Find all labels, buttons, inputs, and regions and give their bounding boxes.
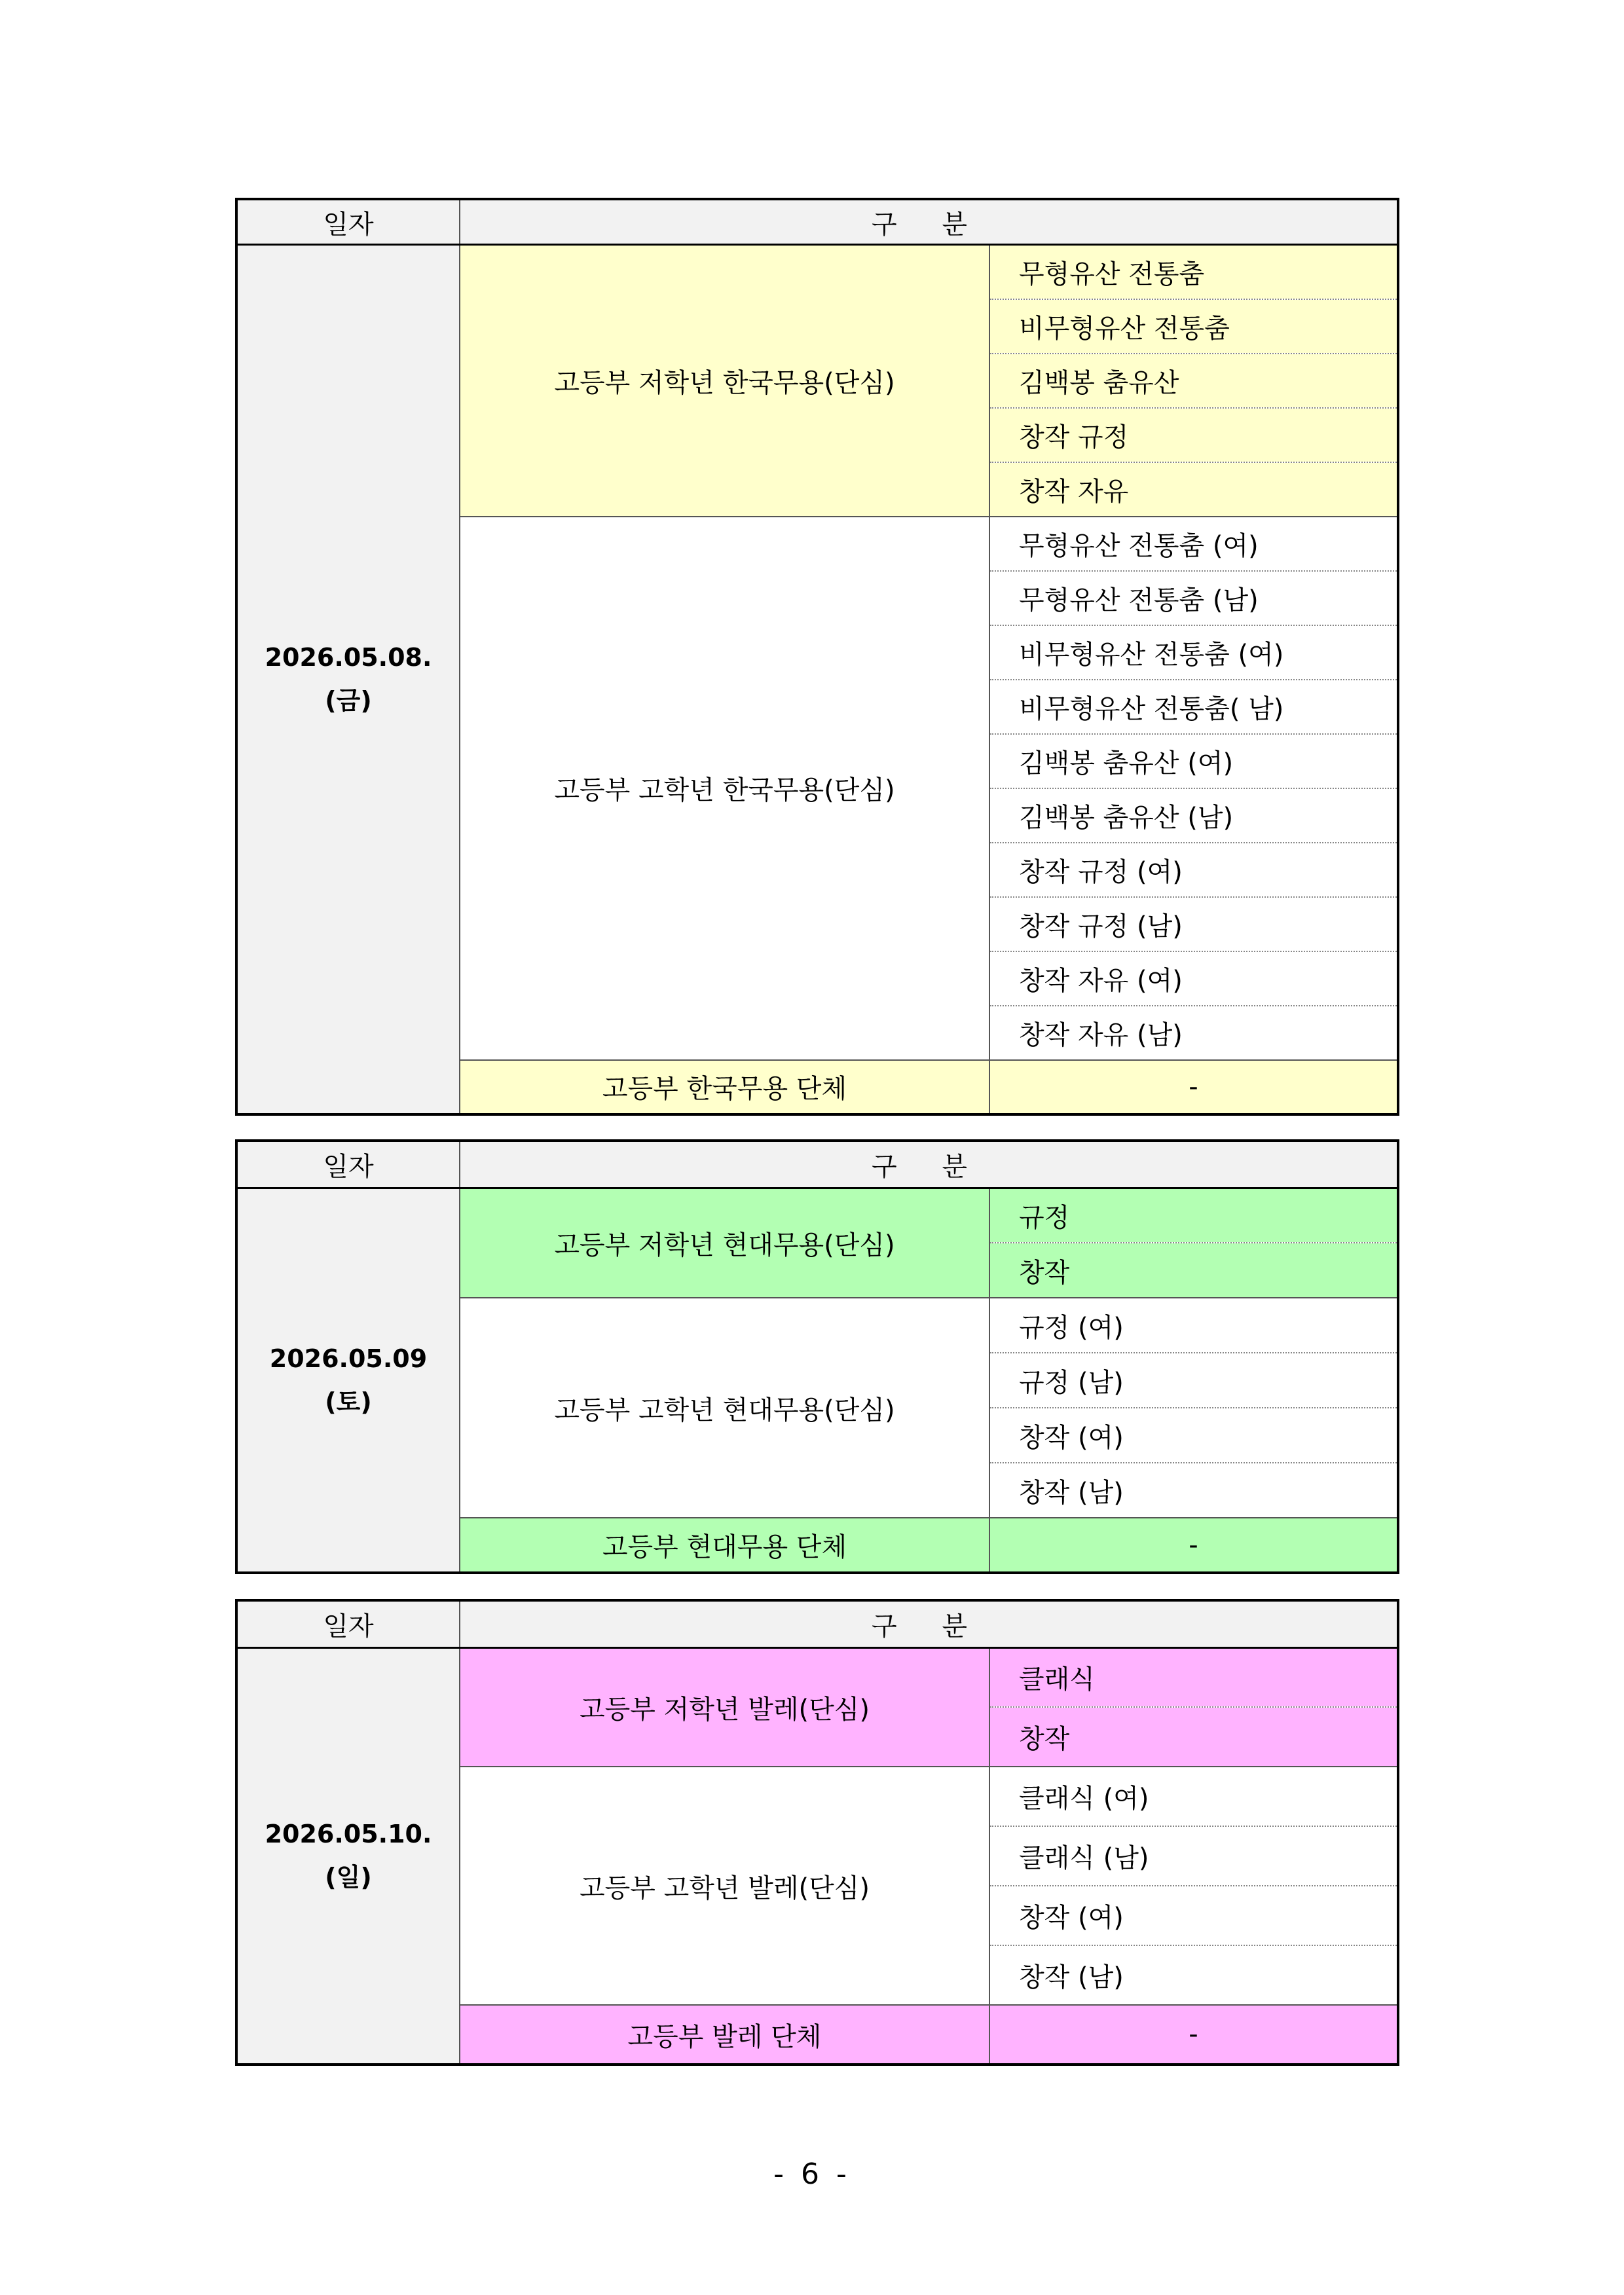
category-header: 구 분 bbox=[460, 1141, 1398, 1188]
weekday-text: (금) bbox=[325, 686, 372, 716]
date-text: 2026.05.09 bbox=[269, 1344, 428, 1373]
group-total-title: 고등부 현대무용 단체 bbox=[460, 1518, 989, 1573]
page-number: - 6 - bbox=[773, 2157, 851, 2191]
event-item: 창작 (여) bbox=[989, 1408, 1398, 1463]
category-title: 고등부 저학년 현대무용(단심) bbox=[554, 1230, 895, 1260]
event-item: 창작 (남) bbox=[989, 1945, 1398, 2005]
event-item: 창작 (여) bbox=[989, 1886, 1398, 1945]
event-item: 클래식 (여) bbox=[989, 1767, 1398, 1826]
category-header: 구 분 bbox=[460, 199, 1398, 245]
event-item: 비무형유산 전통춤( 남) bbox=[989, 680, 1398, 734]
event-item: 비무형유산 전통춤 bbox=[989, 299, 1398, 354]
event-item: 창작 자유 (남) bbox=[989, 1006, 1398, 1060]
event-item: 창작 (남) bbox=[989, 1463, 1398, 1518]
event-item: 창작 규정 bbox=[989, 408, 1398, 462]
category-cell bbox=[460, 1188, 989, 1298]
event-item: 규정 (여) bbox=[989, 1298, 1398, 1353]
category-cell bbox=[460, 1647, 989, 1767]
category-cell bbox=[460, 1298, 989, 1518]
event-item: 창작 bbox=[989, 1243, 1398, 1298]
category-header: 구 분 bbox=[460, 1600, 1398, 1647]
date-cell bbox=[236, 1647, 460, 2065]
category-title: 고등부 고학년 발레(단심) bbox=[579, 1873, 870, 1903]
group-total-value: - bbox=[989, 1060, 1398, 1114]
event-item: 클래식 (남) bbox=[989, 1826, 1398, 1886]
category-title: 고등부 저학년 한국무용(단심) bbox=[554, 367, 895, 398]
date-header: 일자 bbox=[236, 1141, 460, 1188]
category-cell bbox=[460, 245, 989, 517]
event-item: 규정 (남) bbox=[989, 1353, 1398, 1408]
group-total-title: 고등부 발레 단체 bbox=[460, 2005, 989, 2065]
weekday-text: (토) bbox=[325, 1387, 372, 1416]
event-item: 김백봉 춤유산 (남) bbox=[989, 788, 1398, 843]
date-text: 2026.05.08. bbox=[265, 643, 432, 672]
event-item: 무형유산 전통춤 bbox=[989, 245, 1398, 299]
event-item: 창작 규정 (남) bbox=[989, 897, 1398, 951]
schedule-table-korean-dance bbox=[235, 198, 1399, 1116]
date-text: 2026.05.10. bbox=[265, 1820, 432, 1849]
schedule-table-ballet bbox=[235, 1599, 1399, 2066]
event-item: 창작 자유 bbox=[989, 462, 1398, 517]
event-item: 비무형유산 전통춤 (여) bbox=[989, 625, 1398, 680]
event-item: 김백봉 춤유산 bbox=[989, 354, 1398, 408]
event-item: 창작 규정 (여) bbox=[989, 843, 1398, 897]
weekday-text: (일) bbox=[325, 1863, 372, 1892]
group-total-value: - bbox=[989, 2005, 1398, 2065]
category-title: 고등부 고학년 현대무용(단심) bbox=[554, 1395, 895, 1425]
event-item: 클래식 bbox=[989, 1647, 1398, 1707]
event-item: 무형유산 전통춤 (남) bbox=[989, 571, 1398, 625]
event-item: 창작 bbox=[989, 1707, 1398, 1767]
date-cell bbox=[236, 245, 460, 1114]
date-header: 일자 bbox=[236, 1600, 460, 1647]
category-cell bbox=[460, 1767, 989, 2005]
event-item: 규정 bbox=[989, 1188, 1398, 1243]
category-cell bbox=[460, 517, 989, 1060]
group-total-title: 고등부 한국무용 단체 bbox=[460, 1060, 989, 1114]
date-header: 일자 bbox=[236, 199, 460, 245]
category-title: 고등부 저학년 발레(단심) bbox=[579, 1694, 870, 1725]
date-cell bbox=[236, 1188, 460, 1573]
category-title: 고등부 고학년 한국무용(단심) bbox=[554, 775, 895, 805]
event-item: 무형유산 전통춤 (여) bbox=[989, 517, 1398, 571]
schedule-table-modern-dance bbox=[235, 1139, 1399, 1574]
event-item: 김백봉 춤유산 (여) bbox=[989, 734, 1398, 788]
event-item: 창작 자유 (여) bbox=[989, 951, 1398, 1006]
group-total-value: - bbox=[989, 1518, 1398, 1573]
